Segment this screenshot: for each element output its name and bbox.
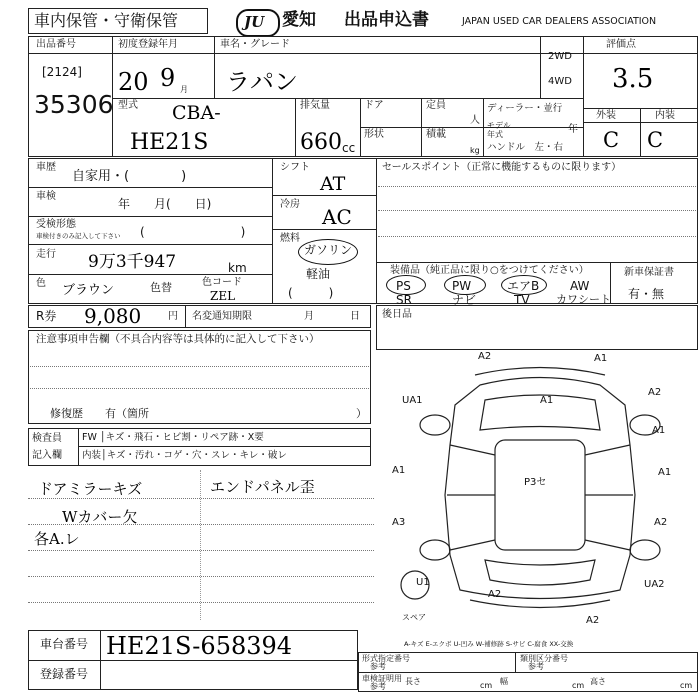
diagram-mark-2: A1 (594, 353, 608, 364)
chassis-number: HE21S-658394 (106, 632, 293, 660)
equip-airbag-circle (501, 275, 547, 295)
fuel-gasoline: ガソリン (304, 243, 353, 257)
org-name: 愛知 (282, 10, 316, 30)
diagram-mark-10: A3 (392, 517, 406, 528)
height-unit: cm (680, 681, 693, 690)
color-change-label: 色替 (150, 281, 172, 294)
reception-label: 受検形態 (36, 219, 76, 230)
equip-ps-circle (386, 275, 426, 295)
lot-label: 出品番号 (36, 39, 76, 50)
dealer-label: ディーラー・並行 (487, 103, 563, 114)
color-value: ブラウン (62, 283, 115, 298)
displacement-label: 排気量 (300, 100, 330, 111)
warranty-value: 有・無 (628, 287, 665, 301)
first-reg-year: 20 (118, 68, 149, 96)
model-code: HE21S (130, 130, 209, 155)
equip-pw-circle (444, 275, 486, 295)
month-unit: 月 (180, 85, 188, 94)
car-name: ラパン (226, 68, 298, 96)
diagram-mark-4: A2 (648, 387, 662, 398)
reception-note: 車検付きのみ記入して下さい (36, 232, 121, 240)
exterior-grade: C (603, 128, 620, 152)
fuel-diesel: 軽油 (306, 267, 331, 281)
diagram-mark-7: P3セ (524, 477, 547, 488)
usage-value: 自家用・( ) (72, 169, 187, 184)
equip-sr: SR (396, 293, 412, 307)
note-mirror-scratch: ドアミラーキズ (38, 480, 143, 498)
fw-damage-row: FW │キズ・飛石・ヒビ割・リペア跡・X要 (82, 432, 264, 443)
model-year-unit: 年 (568, 124, 578, 135)
diagram-mark-15: A2 (586, 615, 600, 626)
interior-damage-row: 内装│キズ・汚れ・コゲ・穴・スレ・キレ・破レ (82, 450, 287, 461)
recycle-value: 9,080 (84, 304, 142, 328)
equip-tv: TV (514, 293, 530, 307)
ju-logo-text: JU (244, 13, 265, 31)
plate-label: 登録番号 (40, 667, 89, 681)
shift-label: シフト (280, 162, 310, 173)
cert-ref: 参考 (370, 682, 386, 691)
equip-ps: PS (396, 279, 411, 293)
shape-label: 形状 (364, 129, 384, 140)
first-reg-month: 9 (160, 64, 176, 92)
ac-value: AC (322, 205, 352, 229)
interior-label: 内装 (655, 110, 675, 121)
association-name: JAPAN USED CAR DEALERS ASSOCIATION (462, 16, 657, 27)
diagram-mark-5: A1 (540, 395, 554, 406)
height-label: 高さ (590, 677, 606, 686)
width-label: 幅 (500, 677, 508, 686)
car-name-label: 車名・グレード (220, 39, 290, 50)
later-items-label: 後日品 (382, 309, 412, 320)
grade-score: 3.5 (612, 64, 654, 94)
note-each-a-level: 各A.レ (34, 530, 80, 548)
grade-label: 評価点 (606, 39, 636, 50)
fuel-label: 燃料 (280, 233, 300, 244)
class-ref: 参考 (528, 662, 544, 671)
inspection-label: 車検 (36, 191, 56, 202)
chassis-label: 車台番号 (40, 637, 89, 651)
recycle-unit: 円 (168, 311, 178, 322)
equip-aw: AW (570, 279, 590, 293)
equip-navi: ナビ (452, 293, 477, 307)
color-label: 色 (36, 278, 46, 289)
diagram-mark-8: A1 (658, 467, 672, 478)
notice-day-unit: 日 (350, 311, 360, 322)
diagram-mark-11: A2 (654, 517, 668, 528)
diagram-mark-6: A1 (392, 465, 406, 476)
spare-label: スペア (402, 613, 426, 622)
sales-point-label: セールスポイント（正常に機能するものに限ります） (382, 162, 622, 173)
color-code-value: ZEL (210, 289, 236, 303)
first-reg-label: 初度登録年月 (118, 39, 178, 50)
repair-history-label: 修復歴 有（箇所 (50, 407, 149, 420)
drive-2wd: 2WD (548, 51, 572, 62)
shift-value: AT (320, 173, 346, 195)
top-block-frame (28, 36, 698, 157)
diagram-mark-14: A2 (488, 589, 502, 600)
lot-sub-code: [2124] (42, 65, 82, 79)
diagram-mark-13: UA2 (644, 579, 665, 590)
capacity-unit: 人 (470, 115, 480, 126)
load-label: 積載 (426, 129, 446, 140)
warranty-label: 新車保証書 (624, 267, 674, 278)
class-label: 類別区分番号 (520, 654, 568, 663)
storage-notice: 車内保管・守衛保管 (34, 11, 179, 30)
exterior-label: 外装 (596, 110, 616, 121)
lot-number: 35306 (34, 90, 114, 119)
mileage-unit: km (228, 261, 247, 275)
form-title: 出品申込書 (344, 10, 429, 30)
cert-label: 車検証明用 (362, 674, 402, 683)
diagram-mark-9: A1 (652, 425, 666, 436)
model-year-label: モデル年式 (487, 121, 511, 139)
load-unit: kg (470, 146, 480, 155)
notice-month-unit: 月 (304, 311, 314, 322)
length-label: 長さ (405, 677, 421, 686)
ac-label: 冷房 (280, 199, 300, 210)
remarks-label: 注意事項申告欄（不具合内容等は具体的に記入して下さい） (36, 333, 320, 345)
recycle-label: R券 (36, 309, 57, 323)
equip-leather-seat: カワシート (556, 293, 611, 306)
model-prefix: CBA- (172, 102, 221, 124)
note-cover-missing: Wカバー欠 (62, 508, 138, 526)
inspection-value: 年 月( 日) (118, 197, 212, 211)
equip-airbag: エアB (507, 279, 540, 293)
capacity-label: 定員 (426, 100, 446, 111)
mileage-value: 9万3千947 (88, 252, 177, 272)
entry-label: 記入欄 (32, 450, 62, 461)
color-code-label: 色コード (202, 277, 242, 288)
diagram-mark-12: U1 (416, 577, 430, 588)
fuel-other: ( ) (288, 286, 334, 300)
usage-label: 車歴 (36, 162, 56, 173)
notice-deadline-label: 名変通知期限 (192, 311, 252, 322)
diagram-mark-3: UA1 (402, 395, 423, 406)
door-label: ドア (364, 100, 384, 111)
drive-4wd: 4WD (548, 76, 572, 87)
damage-legend: A-キズ E-エクボ U-凹み W-補修跡 S-サビ C-腐食 XX-交換 (404, 640, 574, 648)
equipment-label: 装備品（純正品に限り○をつけてください） (390, 265, 589, 276)
later-items-frame (376, 305, 698, 350)
repair-history-close: ） (356, 407, 367, 420)
model-spec-label: 形式指定番号 (362, 654, 410, 663)
model-spec-ref: 参考 (370, 662, 386, 671)
length-unit: cm (480, 681, 493, 690)
displacement-unit: cc (342, 141, 356, 155)
width-unit: cm (572, 681, 585, 690)
reception-value: ( ) (140, 225, 246, 239)
model-type-label: 型式 (118, 100, 138, 111)
diagram-mark-1: A2 (478, 351, 492, 362)
handle-label: ハンドル 左・右 (487, 142, 564, 153)
checker-label: 検査員 (32, 433, 62, 444)
equip-pw: PW (452, 279, 472, 293)
displacement-value: 660 (300, 130, 342, 155)
note-end-panel: エンドパネル歪 (210, 478, 315, 496)
mileage-label: 走行 (36, 249, 56, 260)
interior-grade: C (647, 128, 664, 152)
ju-logo (236, 9, 280, 37)
